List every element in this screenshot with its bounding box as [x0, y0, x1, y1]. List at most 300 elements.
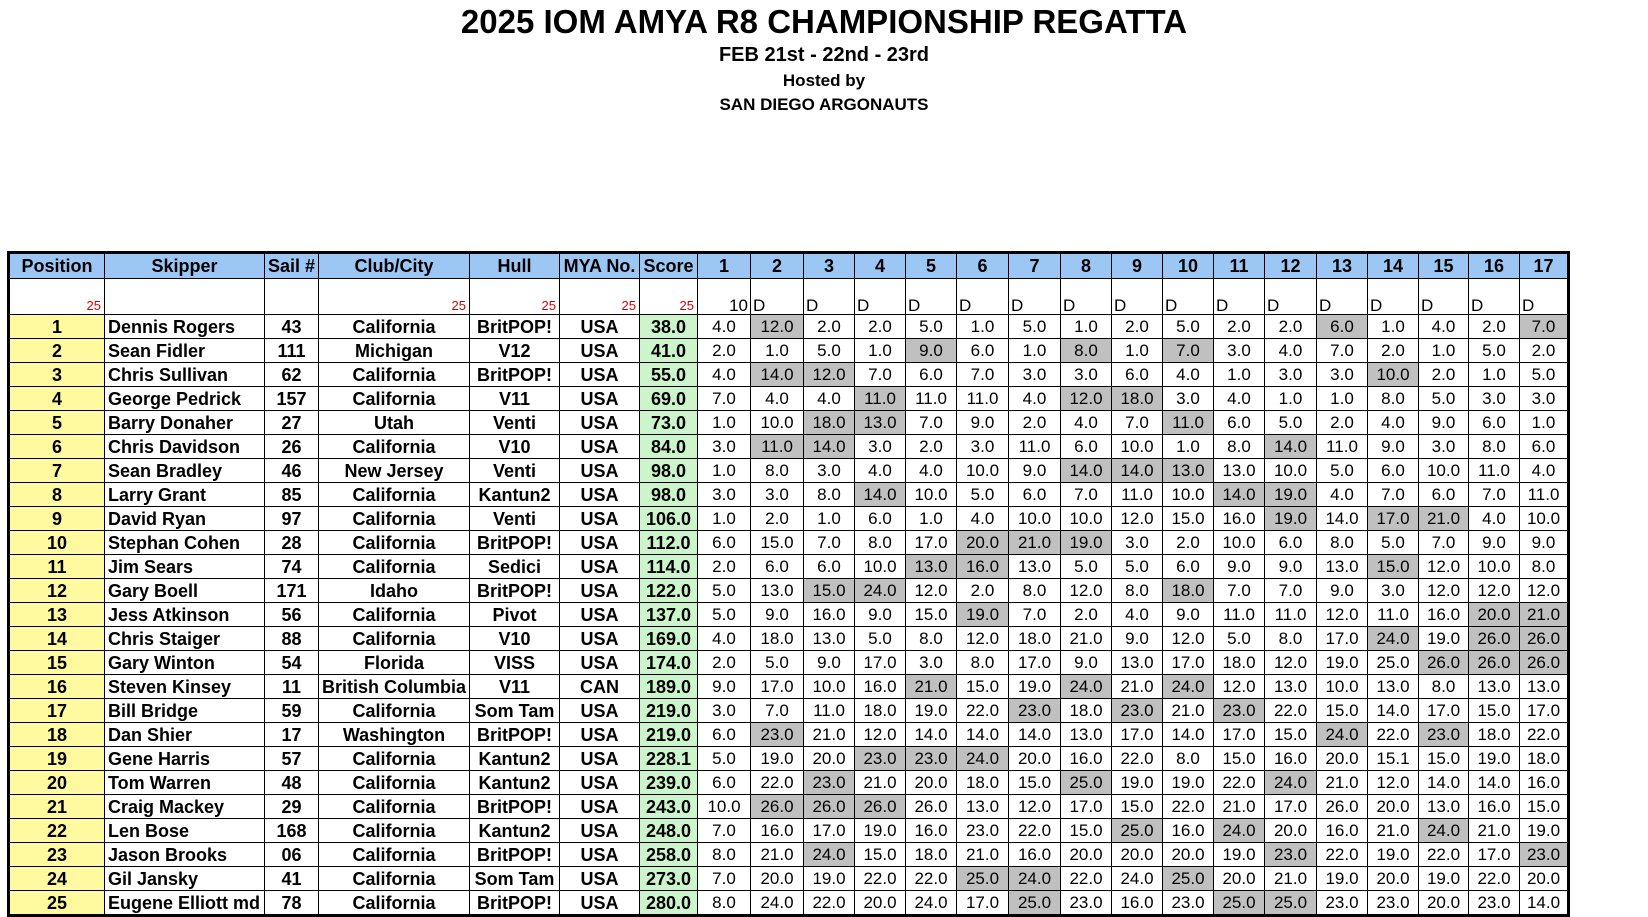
race-6-result: 13.0	[957, 795, 1009, 819]
position-cell: 13	[9, 603, 105, 627]
race-11-result: 25.0	[1214, 891, 1265, 916]
skipper-cell: Larry Grant	[105, 483, 265, 507]
race-5-result: 13.0	[906, 555, 957, 579]
race-5-result: 10.0	[906, 483, 957, 507]
mya-cell: USA	[560, 315, 640, 339]
race-10-result: 6.0	[1163, 555, 1214, 579]
race-5-result: 26.0	[906, 795, 957, 819]
race-4-result: 21.0	[855, 771, 906, 795]
race-2-result: 19.0	[751, 747, 804, 771]
race-3-result: 4.0	[804, 387, 855, 411]
race-17-result: 14.0	[1520, 891, 1569, 916]
race-1-result: 1.0	[698, 411, 751, 435]
club-cell: California	[319, 747, 470, 771]
race-14-result: 15.1	[1368, 747, 1419, 771]
race-9-result: 9.0	[1112, 627, 1163, 651]
skipper-count-blank	[105, 279, 265, 315]
position-count: 25	[9, 279, 105, 315]
race-15-result: 14.0	[1419, 771, 1469, 795]
race-3-result: 5.0	[804, 339, 855, 363]
position-cell: 20	[9, 771, 105, 795]
club-cell: California	[319, 603, 470, 627]
race-16-result: 1.0	[1469, 363, 1520, 387]
race-7-result: 13.0	[1009, 555, 1061, 579]
skipper-cell: Barry Donaher	[105, 411, 265, 435]
race-10-result: 18.0	[1163, 579, 1214, 603]
score-cell: 219.0	[640, 723, 698, 747]
hull-cell: Kantun2	[470, 747, 560, 771]
race-1-result: 3.0	[698, 699, 751, 723]
position-cell: 21	[9, 795, 105, 819]
race-1-result: 6.0	[698, 771, 751, 795]
table-row	[9, 579, 1569, 603]
race-9-result: 12.0	[1112, 507, 1163, 531]
race-8-result: 19.0	[1061, 531, 1112, 555]
race-1-result: 9.0	[698, 675, 751, 699]
race-16-result: 22.0	[1469, 867, 1520, 891]
race-1-result: 8.0	[698, 843, 751, 867]
race-2-result: 2.0	[751, 507, 804, 531]
table-row	[9, 795, 1569, 819]
race-10-result: 3.0	[1163, 387, 1214, 411]
position-cell: 12	[9, 579, 105, 603]
skipper-cell: Eugene Elliott md	[105, 891, 265, 916]
race-9-discard-marker: D	[1112, 279, 1163, 315]
race-16-result: 23.0	[1469, 891, 1520, 916]
position-cell: 6	[9, 435, 105, 459]
race-2-result: 20.0	[751, 867, 804, 891]
race-11-result: 6.0	[1214, 411, 1265, 435]
race-4-result: 10.0	[855, 555, 906, 579]
table-row	[9, 819, 1569, 843]
race-13-result: 14.0	[1317, 507, 1368, 531]
club-cell: California	[319, 483, 470, 507]
race-10-result: 5.0	[1163, 315, 1214, 339]
race-11-result: 13.0	[1214, 459, 1265, 483]
race-14-result: 24.0	[1368, 627, 1419, 651]
position-cell: 10	[9, 531, 105, 555]
race-2-result: 5.0	[751, 651, 804, 675]
race-15-result: 24.0	[1419, 819, 1469, 843]
race-8-result: 17.0	[1061, 795, 1112, 819]
score-cell: 122.0	[640, 579, 698, 603]
club-cell: California	[319, 555, 470, 579]
race-16-result: 12.0	[1469, 579, 1520, 603]
race-1-result: 1.0	[698, 459, 751, 483]
race-3-result: 3.0	[804, 459, 855, 483]
race-13-result: 10.0	[1317, 675, 1368, 699]
race-2-result: 6.0	[751, 555, 804, 579]
race-4-result: 8.0	[855, 531, 906, 555]
race-16-result: 19.0	[1469, 747, 1520, 771]
race-8-result: 15.0	[1061, 819, 1112, 843]
club-cell: California	[319, 507, 470, 531]
table-row	[9, 627, 1569, 651]
score-cell: 174.0	[640, 651, 698, 675]
hull-cell: BritPOP!	[470, 843, 560, 867]
race-11-result: 21.0	[1214, 795, 1265, 819]
position-header: Position	[9, 253, 105, 279]
hull-cell: Kantun2	[470, 483, 560, 507]
race-7-result: 24.0	[1009, 867, 1061, 891]
race-14-result: 8.0	[1368, 387, 1419, 411]
race-14-result: 12.0	[1368, 771, 1419, 795]
race-15-result: 20.0	[1419, 891, 1469, 916]
race-3-result: 21.0	[804, 723, 855, 747]
regatta-dates: FEB 21st - 22nd - 23rd	[718, 44, 930, 66]
race-7-result: 21.0	[1009, 531, 1061, 555]
race-5-result: 24.0	[906, 891, 957, 916]
table-row	[9, 891, 1569, 916]
race-1-result: 6.0	[698, 531, 751, 555]
race-15-result: 5.0	[1419, 387, 1469, 411]
position-cell: 19	[9, 747, 105, 771]
race-5-result: 2.0	[906, 435, 957, 459]
race-14-result: 20.0	[1368, 795, 1419, 819]
race-15-result: 9.0	[1419, 411, 1469, 435]
club-cell: California	[319, 531, 470, 555]
race-11-result: 7.0	[1214, 579, 1265, 603]
hull-cell: BritPOP!	[470, 531, 560, 555]
race-8-result: 7.0	[1061, 483, 1112, 507]
race-11-result: 16.0	[1214, 507, 1265, 531]
race-6-header: 6	[957, 253, 1009, 279]
club-cell: Washington	[319, 723, 470, 747]
sail-number-cell: 06	[265, 843, 319, 867]
results-body	[9, 315, 1569, 916]
race-5-header: 5	[906, 253, 957, 279]
score-cell: 112.0	[640, 531, 698, 555]
position-cell: 25	[9, 891, 105, 916]
race-16-result: 21.0	[1469, 819, 1520, 843]
hull-count: 25	[470, 279, 560, 315]
race-16-result: 7.0	[1469, 483, 1520, 507]
race-11-result: 4.0	[1214, 387, 1265, 411]
race-13-result: 1.0	[1317, 387, 1368, 411]
race-17-result: 18.0	[1520, 747, 1569, 771]
skipper-cell: Sean Bradley	[105, 459, 265, 483]
race-14-result: 6.0	[1368, 459, 1419, 483]
race-13-result: 19.0	[1317, 651, 1368, 675]
race-12-result: 19.0	[1265, 507, 1317, 531]
race-15-result: 19.0	[1419, 867, 1469, 891]
race-15-result: 4.0	[1419, 315, 1469, 339]
race-17-result: 12.0	[1520, 579, 1569, 603]
race-3-result: 6.0	[804, 555, 855, 579]
race-7-result: 3.0	[1009, 363, 1061, 387]
race-13-result: 5.0	[1317, 459, 1368, 483]
race-13-result: 8.0	[1317, 531, 1368, 555]
race-1-result: 3.0	[698, 483, 751, 507]
race-3-result: 16.0	[804, 603, 855, 627]
race-4-result: 18.0	[855, 699, 906, 723]
race-3-result: 15.0	[804, 579, 855, 603]
race-4-result: 13.0	[855, 411, 906, 435]
sail-number-cell: 11	[265, 675, 319, 699]
race-3-result: 26.0	[804, 795, 855, 819]
race-10-result: 2.0	[1163, 531, 1214, 555]
club-cell: California	[319, 891, 470, 916]
mya-cell: USA	[560, 627, 640, 651]
club-cell: California	[319, 387, 470, 411]
race-5-result: 16.0	[906, 819, 957, 843]
race-7-result: 15.0	[1009, 771, 1061, 795]
regatta-title: 2025 IOM AMYA R8 CHAMPIONSHIP REGATTA	[460, 3, 1188, 40]
race-15-result: 7.0	[1419, 531, 1469, 555]
race-10-result: 14.0	[1163, 723, 1214, 747]
race-4-result: 2.0	[855, 315, 906, 339]
race-13-result: 11.0	[1317, 435, 1368, 459]
race-15-result: 2.0	[1419, 363, 1469, 387]
score-cell: 248.0	[640, 819, 698, 843]
race-6-result: 2.0	[957, 579, 1009, 603]
mya-cell: USA	[560, 795, 640, 819]
sail-number-cell: 171	[265, 579, 319, 603]
table-row	[9, 843, 1569, 867]
race-7-result: 11.0	[1009, 435, 1061, 459]
race-6-result: 14.0	[957, 723, 1009, 747]
race-6-result: 21.0	[957, 843, 1009, 867]
score-cell: 84.0	[640, 435, 698, 459]
table-row	[9, 483, 1569, 507]
race-7-result: 1.0	[1009, 339, 1061, 363]
race-7-result: 7.0	[1009, 603, 1061, 627]
race-16-result: 16.0	[1469, 795, 1520, 819]
race-11-result: 17.0	[1214, 723, 1265, 747]
mya-cell: USA	[560, 483, 640, 507]
race-15-result: 8.0	[1419, 675, 1469, 699]
race-1-result: 7.0	[698, 387, 751, 411]
race-4-header: 4	[855, 253, 906, 279]
score-cell: 98.0	[640, 483, 698, 507]
hull-cell: VISS	[470, 651, 560, 675]
race-14-header: 14	[1368, 253, 1419, 279]
race-3-result: 14.0	[804, 435, 855, 459]
race-2-result: 7.0	[751, 699, 804, 723]
race-17-result: 7.0	[1520, 315, 1569, 339]
table-row	[9, 771, 1569, 795]
hull-cell: V11	[470, 675, 560, 699]
skipper-cell: Steven Kinsey	[105, 675, 265, 699]
race-5-result: 11.0	[906, 387, 957, 411]
score-cell: 228.1	[640, 747, 698, 771]
sail-number-cell: 54	[265, 651, 319, 675]
race-9-result: 13.0	[1112, 651, 1163, 675]
race-8-result: 10.0	[1061, 507, 1112, 531]
race-10-result: 20.0	[1163, 843, 1214, 867]
race-9-result: 17.0	[1112, 723, 1163, 747]
race-7-result: 2.0	[1009, 411, 1061, 435]
hull-cell: Pivot	[470, 603, 560, 627]
sail-number-cell: 56	[265, 603, 319, 627]
race-12-result: 11.0	[1265, 603, 1317, 627]
race-6-result: 11.0	[957, 387, 1009, 411]
race-14-result: 10.0	[1368, 363, 1419, 387]
race-1-result: 8.0	[698, 891, 751, 916]
race-5-result: 9.0	[906, 339, 957, 363]
position-cell: 17	[9, 699, 105, 723]
race-17-result: 2.0	[1520, 339, 1569, 363]
race-16-result: 20.0	[1469, 603, 1520, 627]
race-6-result: 24.0	[957, 747, 1009, 771]
hull-cell: BritPOP!	[470, 795, 560, 819]
race-9-result: 20.0	[1112, 843, 1163, 867]
race-11-result: 15.0	[1214, 747, 1265, 771]
race-16-result: 9.0	[1469, 531, 1520, 555]
race-6-result: 7.0	[957, 363, 1009, 387]
race-9-result: 11.0	[1112, 483, 1163, 507]
table-row	[9, 339, 1569, 363]
race-17-result: 4.0	[1520, 459, 1569, 483]
race-10-result: 11.0	[1163, 411, 1214, 435]
club-cell: California	[319, 819, 470, 843]
club-cell: Utah	[319, 411, 470, 435]
mya-cell: USA	[560, 411, 640, 435]
mya-cell: USA	[560, 555, 640, 579]
race-9-result: 22.0	[1112, 747, 1163, 771]
race-4-result: 15.0	[855, 843, 906, 867]
club-cell: Michigan	[319, 339, 470, 363]
table-row	[9, 411, 1569, 435]
race-17-result: 20.0	[1520, 867, 1569, 891]
race-8-result: 24.0	[1061, 675, 1112, 699]
sail-number-cell: 41	[265, 867, 319, 891]
score-cell: 55.0	[640, 363, 698, 387]
race-17-result: 5.0	[1520, 363, 1569, 387]
skipper-header: Skipper	[105, 253, 265, 279]
race-10-result: 16.0	[1163, 819, 1214, 843]
sail-header: Sail #	[265, 253, 319, 279]
race-12-result: 25.0	[1265, 891, 1317, 916]
mya-cell: USA	[560, 771, 640, 795]
race-13-header: 13	[1317, 253, 1368, 279]
race-8-result: 21.0	[1061, 627, 1112, 651]
mya-cell: USA	[560, 531, 640, 555]
race-8-result: 18.0	[1061, 699, 1112, 723]
race-11-result: 18.0	[1214, 651, 1265, 675]
mya-cell: USA	[560, 459, 640, 483]
race-9-result: 10.0	[1112, 435, 1163, 459]
score-cell: 280.0	[640, 891, 698, 916]
race-10-result: 12.0	[1163, 627, 1214, 651]
race-9-result: 5.0	[1112, 555, 1163, 579]
score-cell: 41.0	[640, 339, 698, 363]
race-8-result: 3.0	[1061, 363, 1112, 387]
hosted-by-label: Hosted by	[782, 71, 866, 90]
race-17-result: 23.0	[1520, 843, 1569, 867]
race-6-result: 8.0	[957, 651, 1009, 675]
race-1-result: 4.0	[698, 315, 751, 339]
mya-cell: USA	[560, 579, 640, 603]
race-10-result: 9.0	[1163, 603, 1214, 627]
race-7-result: 14.0	[1009, 723, 1061, 747]
race-16-result: 4.0	[1469, 507, 1520, 531]
race-2-result: 18.0	[751, 627, 804, 651]
race-9-result: 1.0	[1112, 339, 1163, 363]
score-header: Score	[640, 253, 698, 279]
position-cell: 7	[9, 459, 105, 483]
hull-cell: BritPOP!	[470, 891, 560, 916]
race-16-result: 10.0	[1469, 555, 1520, 579]
race-16-header: 16	[1469, 253, 1520, 279]
race-6-result: 6.0	[957, 339, 1009, 363]
race-9-result: 7.0	[1112, 411, 1163, 435]
race-14-discard-marker: D	[1368, 279, 1419, 315]
race-9-result: 15.0	[1112, 795, 1163, 819]
race-4-result: 12.0	[855, 723, 906, 747]
race-8-result: 22.0	[1061, 867, 1112, 891]
sail-count-blank	[265, 279, 319, 315]
race-11-result: 22.0	[1214, 771, 1265, 795]
hull-cell: Kantun2	[470, 771, 560, 795]
race-10-result: 7.0	[1163, 339, 1214, 363]
race-9-result: 4.0	[1112, 603, 1163, 627]
table-row	[9, 675, 1569, 699]
race-6-result: 1.0	[957, 315, 1009, 339]
race-9-result: 14.0	[1112, 459, 1163, 483]
race-3-result: 7.0	[804, 531, 855, 555]
race-1-result: 2.0	[698, 651, 751, 675]
race-17-result: 8.0	[1520, 555, 1569, 579]
table-row	[9, 531, 1569, 555]
race-13-result: 24.0	[1317, 723, 1368, 747]
race-16-result: 26.0	[1469, 651, 1520, 675]
race-14-result: 13.0	[1368, 675, 1419, 699]
table-row	[9, 555, 1569, 579]
race-8-result: 8.0	[1061, 339, 1112, 363]
race-10-result: 19.0	[1163, 771, 1214, 795]
race-2-result: 26.0	[751, 795, 804, 819]
race-12-result: 4.0	[1265, 339, 1317, 363]
hull-cell: BritPOP!	[470, 363, 560, 387]
race-11-result: 8.0	[1214, 435, 1265, 459]
race-12-result: 6.0	[1265, 531, 1317, 555]
race-14-result: 17.0	[1368, 507, 1419, 531]
race-7-result: 12.0	[1009, 795, 1061, 819]
race-7-result: 19.0	[1009, 675, 1061, 699]
hull-cell: BritPOP!	[470, 579, 560, 603]
skipper-cell: Stephan Cohen	[105, 531, 265, 555]
sail-number-cell: 62	[265, 363, 319, 387]
score-cell: 189.0	[640, 675, 698, 699]
race-12-result: 19.0	[1265, 483, 1317, 507]
race-6-result: 10.0	[957, 459, 1009, 483]
club-cell: California	[319, 435, 470, 459]
race-11-result: 10.0	[1214, 531, 1265, 555]
race-13-result: 4.0	[1317, 483, 1368, 507]
race-7-result: 18.0	[1009, 627, 1061, 651]
score-cell: 98.0	[640, 459, 698, 483]
score-cell: 243.0	[640, 795, 698, 819]
race-1-result: 3.0	[698, 435, 751, 459]
mya-cell: USA	[560, 507, 640, 531]
race-14-result: 14.0	[1368, 699, 1419, 723]
race-2-result: 17.0	[751, 675, 804, 699]
race-17-result: 19.0	[1520, 819, 1569, 843]
mya-cell: CAN	[560, 675, 640, 699]
race-8-result: 23.0	[1061, 891, 1112, 916]
race-13-result: 21.0	[1317, 771, 1368, 795]
race-10-result: 24.0	[1163, 675, 1214, 699]
race-1-result: 2.0	[698, 339, 751, 363]
race-6-result: 22.0	[957, 699, 1009, 723]
race-12-result: 12.0	[1265, 651, 1317, 675]
race-8-result: 2.0	[1061, 603, 1112, 627]
club-cell: California	[319, 771, 470, 795]
race-6-result: 19.0	[957, 603, 1009, 627]
race-12-result: 15.0	[1265, 723, 1317, 747]
table-row	[9, 363, 1569, 387]
